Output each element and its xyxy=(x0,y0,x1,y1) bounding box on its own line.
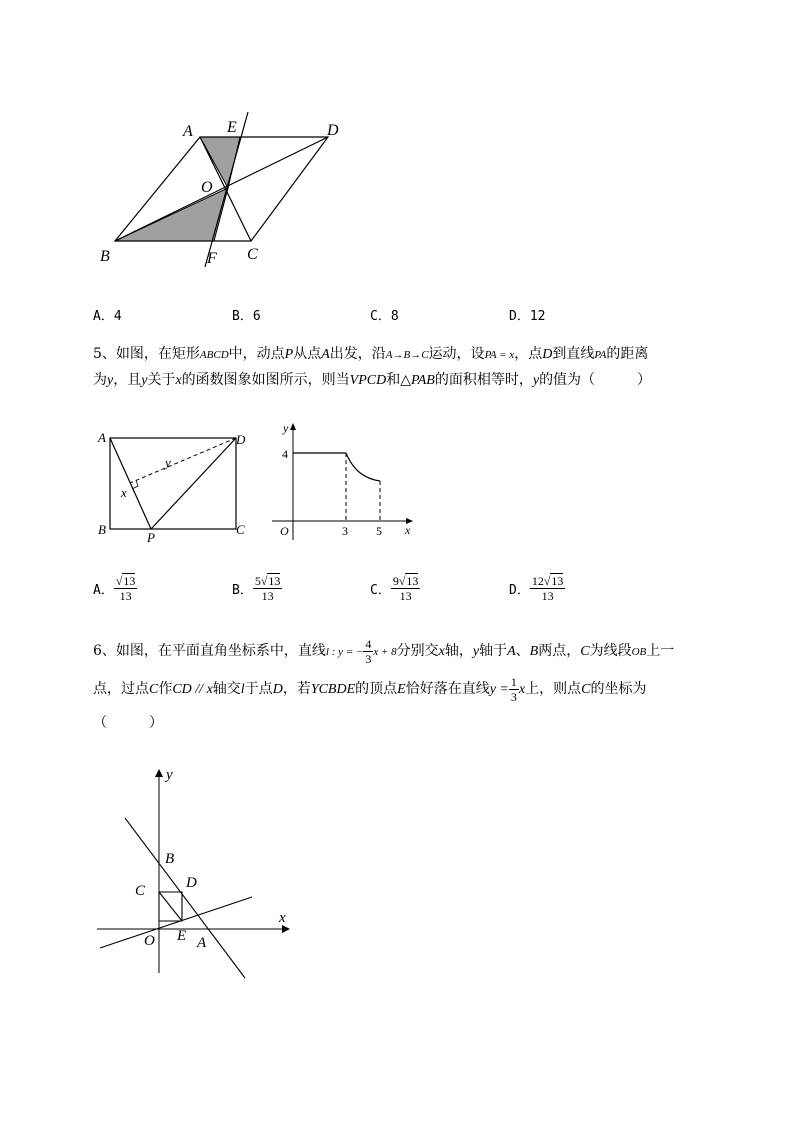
label-d: D xyxy=(236,432,246,447)
label-o: O xyxy=(144,933,155,949)
x-axis-arrow xyxy=(282,925,290,933)
q4-option-c[interactable]: C．8 xyxy=(370,309,399,324)
label-p: P xyxy=(147,530,155,545)
label-f: F xyxy=(207,250,217,267)
q5-options xyxy=(93,574,693,614)
tick-3: 3 xyxy=(342,524,348,538)
label-x: x xyxy=(405,523,411,537)
label-e: E xyxy=(227,119,237,136)
q6-coordinate-figure xyxy=(95,765,300,980)
label-c: C xyxy=(236,522,245,537)
q4-option-b[interactable]: B．6 xyxy=(232,309,261,324)
label-a: A xyxy=(197,935,207,951)
coordinate-diagram xyxy=(95,765,300,980)
segment-ce xyxy=(159,892,182,921)
label-x: x xyxy=(121,485,127,500)
segment-ap xyxy=(110,438,151,529)
label-y: y xyxy=(166,767,173,783)
label-a: A xyxy=(98,430,106,445)
rectangle-abcd xyxy=(110,438,236,529)
segment-pd xyxy=(151,438,236,529)
q5-option-a[interactable]: A． $\frac{√13}{13}$ xyxy=(93,574,136,603)
q5-function-graph xyxy=(268,420,428,545)
q5-option-d[interactable]: D． $\frac{12√13}{13}$ xyxy=(509,574,564,603)
perpendicular-from-d xyxy=(130,438,236,483)
tick-5: 5 xyxy=(376,524,382,538)
q5-line-1: 5、如图，在矩形ABCD中，动点P从点A出发，沿A→B→C运动，设PA = x，点D到直线PA的距离 xyxy=(93,346,649,362)
label-c: C xyxy=(135,883,146,899)
label-o: O xyxy=(280,524,289,538)
label-d: D xyxy=(327,122,339,139)
rectangle-diagram xyxy=(95,425,255,550)
q5-line-2: 为y，且y关于x的函数图象如图所示，则当VPCD和△PAB的面积相等时，y的值为（ ） xyxy=(93,372,652,388)
graph-diagram xyxy=(268,420,428,545)
parallelogram-diagram xyxy=(95,110,355,270)
label-b: B xyxy=(98,522,106,537)
label-o: O xyxy=(201,179,213,196)
label-a: A xyxy=(183,123,193,140)
y-axis-arrow xyxy=(290,423,296,430)
q6-answer-blank: （ ） xyxy=(93,715,163,731)
q4-option-a[interactable]: A．4 xyxy=(93,309,122,324)
line-y-third-x xyxy=(100,897,252,948)
q5-option-c[interactable]: C． $\frac{9√13}{13}$ xyxy=(370,574,419,603)
label-b: B xyxy=(100,248,110,265)
label-c: C xyxy=(247,246,258,263)
label-y: y xyxy=(283,421,289,435)
q4-option-d[interactable]: D．12 xyxy=(509,309,546,324)
label-x: x xyxy=(279,910,286,926)
q5-option-b[interactable]: B． $\frac{5√13}{13}$ xyxy=(232,574,281,603)
label-y: y xyxy=(165,455,171,470)
q4-figure xyxy=(95,110,355,270)
q6-line-2: 点，过点C作CD // x轴交l于点D，若YCBDE的顶点E恰好落在直线y = $\frac{1}{3}$ x上，则点C的坐标为 xyxy=(93,674,647,704)
q5-rectangle-figure xyxy=(95,425,255,550)
y-axis-arrow xyxy=(155,769,163,777)
q6-line-1: 6、如图，在平面直角坐标系中，直线l : y = − $\frac{4}{3}$ x + 8分别交x轴，y轴于A、B两点，C为线段OB上一 xyxy=(93,636,675,666)
graph-curve-segment xyxy=(346,453,380,481)
tick-4: 4 xyxy=(282,447,288,461)
label-b: B xyxy=(165,851,175,867)
label-e: E xyxy=(177,928,187,944)
label-d: D xyxy=(186,875,197,891)
